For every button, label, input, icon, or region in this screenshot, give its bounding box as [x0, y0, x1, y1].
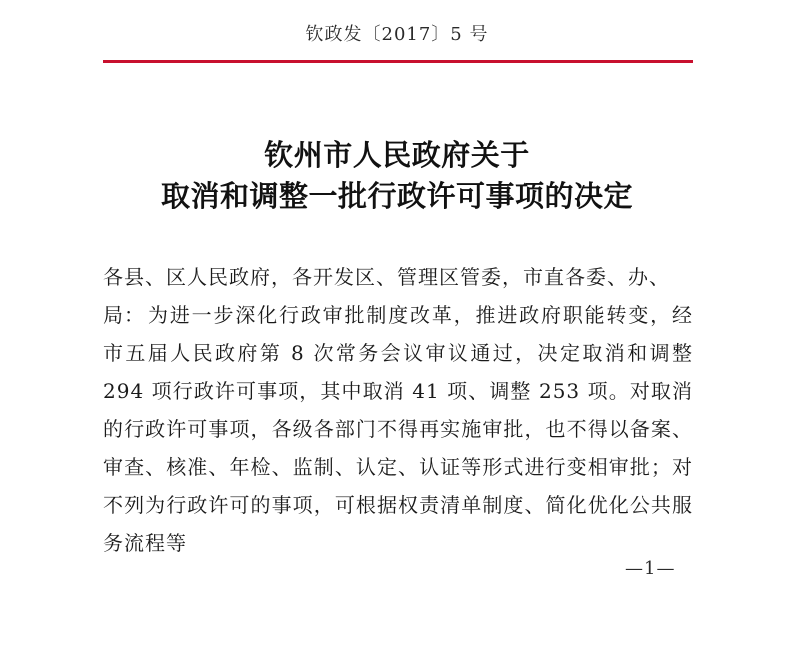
document-title-line-2: 取消和调整一批行政许可事项的决定 [160, 179, 633, 213]
document-number: 钦政发〔2017〕5 号 [305, 24, 489, 45]
salutation: 各县、区人民政府，各开发区、管理区管委，市直各委、办、局： [103, 265, 670, 327]
body-paragraph: 为进一步深化行政审批制度改革，推进政府职能转变，经市五届人民政府第 8 次常务会议审议通过，决定取消和调整 294 项行政许可事项，其中取消 41 项、调整 253 项。对取消的行政许可事项，各级各部门不得再实施审批，也不得以备案、审查、核准、年检、监制、认定、认证等形式进行变相审批；对不列为行政许可的事项，可根据权责清单制度、简化优化公共服务流程等 [103, 303, 693, 555]
page-number: —1— [625, 558, 676, 579]
document-title-line-1: 钦州市人民政府关于 [264, 138, 530, 172]
red-header-rule [103, 60, 693, 63]
